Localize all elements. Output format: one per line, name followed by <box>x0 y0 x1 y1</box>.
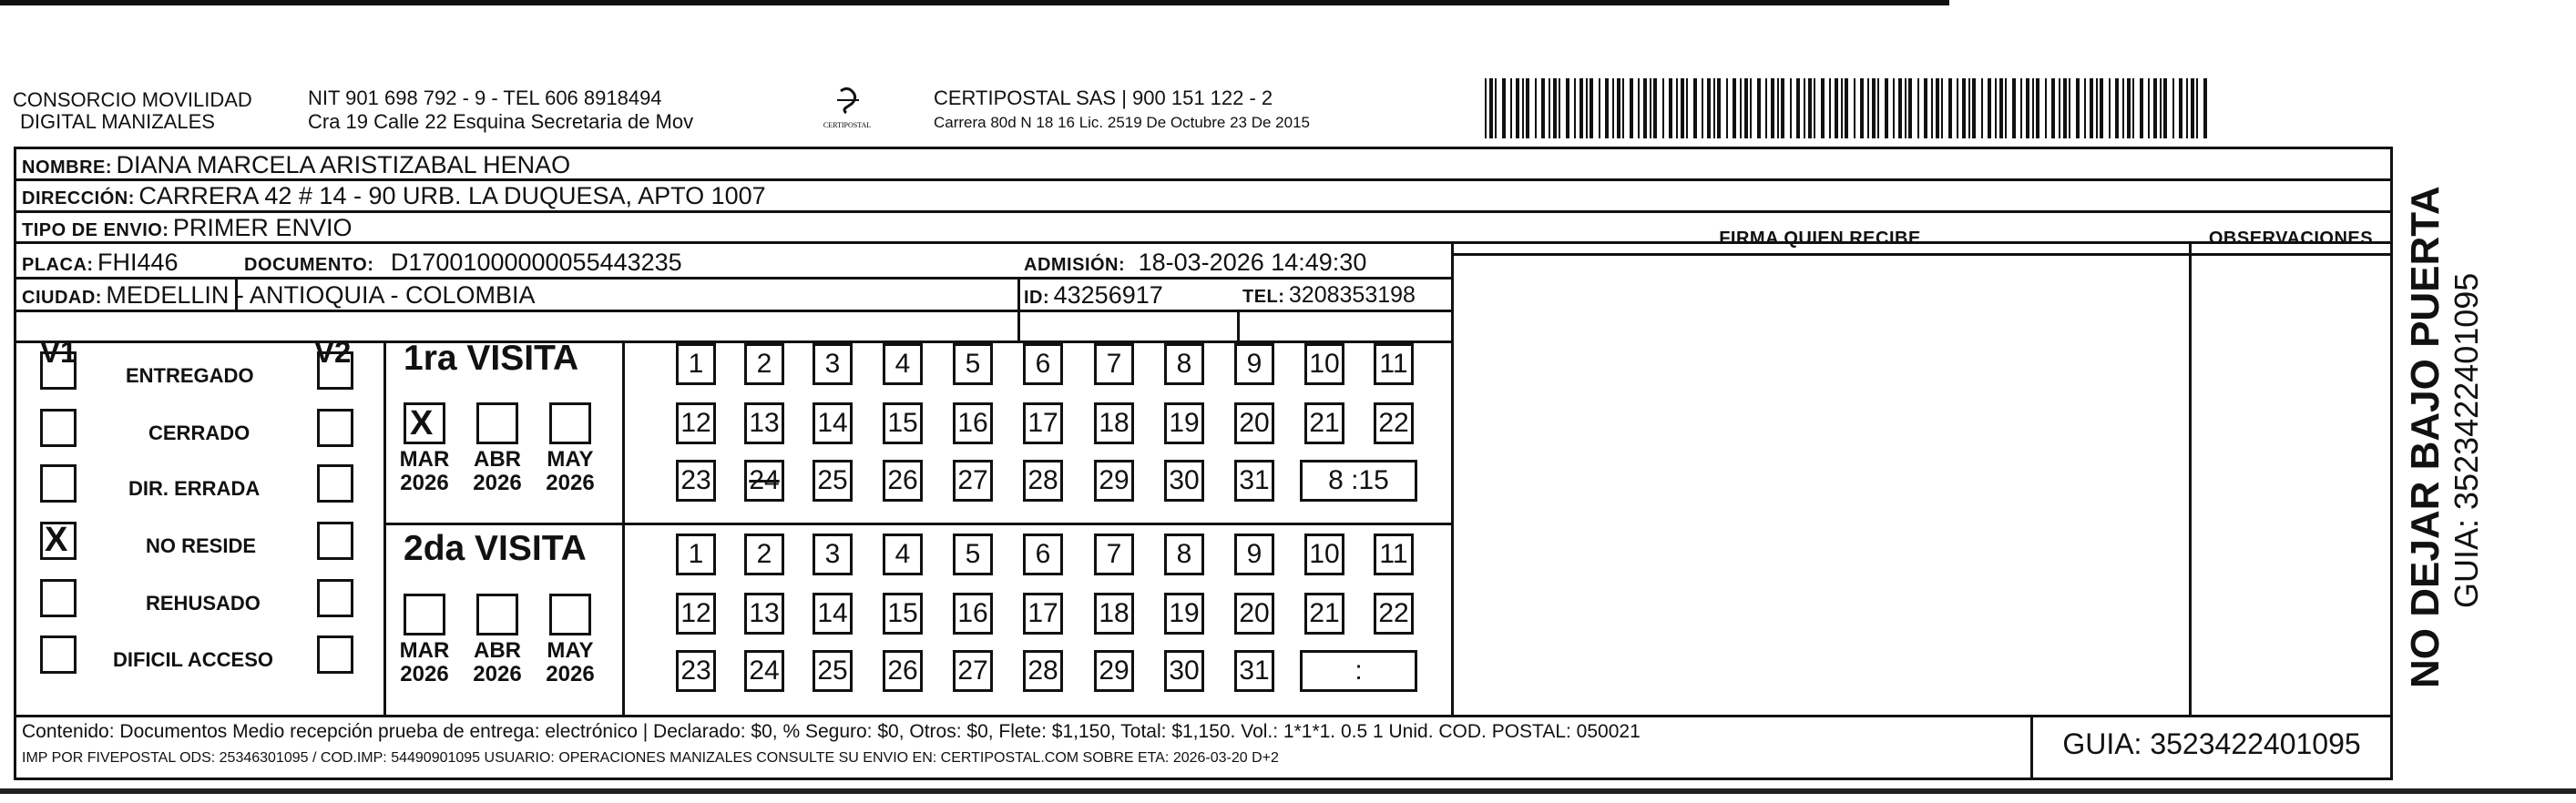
second-visit-day-box[interactable]: 30 <box>1164 650 1204 692</box>
footer-imp-line: IMP POR FIVEPOSTAL ODS: 25346301095 / COD.IMP: 54490901095 USUARIO: OPERACIONES MANIZALES CONSULTE SU ENVIO EN: CERTIPOSTAL.COM SOBRE ETA: 2026-03-20 D+2 <box>22 750 1279 766</box>
admision-cell <box>1024 248 1366 281</box>
tel-value: 3208353198 <box>1288 282 1416 308</box>
v2-checkbox-5[interactable] <box>317 635 353 674</box>
top-edge-bar <box>0 0 1949 5</box>
documento-cell <box>244 248 682 281</box>
v1-header: V1 <box>40 335 77 369</box>
second-visit-time-box[interactable]: : <box>1300 650 1417 692</box>
first-visit-day-box[interactable]: 13 <box>744 402 784 444</box>
first-visit-day-box[interactable]: 19 <box>1164 402 1204 444</box>
logo-text: CERTIPOSTAL <box>823 121 872 129</box>
second-visit-month-box-2[interactable] <box>549 594 591 635</box>
first-visit-day-box[interactable]: 15 <box>883 402 923 444</box>
first-visit-day-box[interactable]: 14 <box>813 402 853 444</box>
placa-label: PLACA: <box>22 255 94 275</box>
observaciones-header <box>2192 224 2390 255</box>
first-visit-day-box[interactable]: 16 <box>953 402 993 444</box>
v2-header: V2 <box>314 335 352 369</box>
first-visit-day-box[interactable]: 28 <box>1023 460 1063 502</box>
second-visit-year-label: 2026 <box>546 662 595 686</box>
status-option-label: REHUSADO <box>146 592 261 615</box>
second-visit-day-box[interactable]: 27 <box>953 650 993 692</box>
first-visit-day-box[interactable]: 10 <box>1304 343 1344 385</box>
second-visit-day-box[interactable]: 18 <box>1094 593 1134 635</box>
direccion-label: DIRECCIÓN: <box>22 188 135 208</box>
status-option-label: NO RESIDE <box>146 534 257 557</box>
certipostal-logo <box>806 84 888 138</box>
second-visit-day-box[interactable]: 19 <box>1164 593 1204 635</box>
v2-checkbox-3[interactable] <box>317 522 353 560</box>
documento-label: DOCUMENTO: <box>244 255 374 275</box>
second-visit-month-box-0[interactable] <box>404 594 445 635</box>
placa-cell <box>22 248 179 281</box>
company-name-line1: CONSORCIO MOVILIDAD <box>13 88 252 111</box>
first-visit-month-mark: X <box>410 404 434 442</box>
status-option-label: DIR. ERRADA <box>128 477 261 500</box>
first-visit-day-box[interactable]: 30 <box>1164 460 1204 502</box>
direccion-value: CARRERA 42 # 14 - 90 URB. LA DUQUESA, APTO 1007 <box>138 182 766 209</box>
barcode <box>1485 78 2213 138</box>
first-visit-day-box[interactable]: 17 <box>1023 402 1063 444</box>
no-dejar-bajo-puerta-warning: NO DEJAR BAJO PUERTA <box>2403 186 2448 688</box>
courier-name: CERTIPOSTAL SAS | 900 151 122 - 2 <box>934 86 1273 109</box>
second-visit-day-box[interactable]: 31 <box>1234 650 1274 692</box>
first-visit-day-box[interactable]: 4 <box>883 343 923 385</box>
second-visit-month-label: MAR <box>399 638 450 663</box>
second-visit-day-box[interactable]: 5 <box>953 534 993 575</box>
v1-checkbox-0[interactable] <box>40 351 77 390</box>
first-visit-day-box[interactable]: 18 <box>1094 402 1134 444</box>
tel-cell <box>1242 280 1416 313</box>
first-visit-day-box[interactable]: 31 <box>1234 460 1274 502</box>
second-visit-day-box[interactable]: 10 <box>1304 534 1344 575</box>
second-visit-year-label: 2026 <box>473 662 522 686</box>
second-visit-month-label: ABR <box>474 638 521 663</box>
first-visit-day-box[interactable]: 23 <box>676 460 716 502</box>
first-visit-day-box[interactable]: 21 <box>1304 402 1344 444</box>
second-visit-day-box[interactable]: 2 <box>744 534 784 575</box>
id-value: 43256917 <box>1053 281 1163 309</box>
nit-line: NIT 901 698 792 - 9 - TEL 606 8918494 <box>308 86 662 109</box>
guia-number: GUIA: 3523422401095 <box>2062 727 2361 760</box>
placa-value: FHI446 <box>97 249 179 276</box>
admision-value: 18-03-2026 14:49:30 <box>1138 249 1367 276</box>
v2-checkbox-1[interactable] <box>317 409 353 447</box>
v1-checkmark: X <box>45 521 68 559</box>
first-visit-month-label: MAR <box>399 447 450 472</box>
second-visit-day-box[interactable]: 3 <box>813 534 853 575</box>
first-visit-day-box[interactable]: 1 <box>676 343 716 385</box>
footer-content-line: Contenido: Documentos Medio recepción prueba de entrega: electrónico | Declarado: $0, % Seguro: $0, Otros: $0, Flete: $1,150, Total: $1,150. Vol.: 1*1*1. 0.5 1 Unid. COD. POSTAL: 050021 <box>22 721 1641 742</box>
v2-checkbox-4[interactable] <box>317 579 353 617</box>
firma-header-text: FIRMA QUIEN RECIBE <box>1719 229 1921 249</box>
status-option-label: CERRADO <box>148 422 250 444</box>
first-visit-day-box[interactable]: 29 <box>1094 460 1134 502</box>
tipo-envio-value: PRIMER ENVIO <box>172 214 353 241</box>
second-visit-day-box[interactable]: 25 <box>813 650 853 692</box>
first-visit-day-box[interactable]: 22 <box>1374 402 1414 444</box>
first-visit-day-box[interactable]: 2 <box>744 343 784 385</box>
ciudad-cell <box>22 280 535 314</box>
first-visit-day-box[interactable]: 8 <box>1164 343 1204 385</box>
first-visit-day-box[interactable]: 5 <box>953 343 993 385</box>
first-visit-month-box-2[interactable] <box>549 402 591 444</box>
admision-label: ADMISIÓN: <box>1024 255 1126 275</box>
courier-address: Carrera 80d N 18 16 Lic. 2519 De Octubre 23 De 2015 <box>934 114 1310 131</box>
second-visit-day-box[interactable]: 9 <box>1234 534 1274 575</box>
documento-value: D17001000000055443235 <box>390 249 682 276</box>
status-option-label: ENTREGADO <box>126 364 254 387</box>
second-visit-day-box[interactable]: 16 <box>953 593 993 635</box>
first-visit-day-box[interactable]: 20 <box>1234 402 1274 444</box>
id-cell <box>1024 280 1163 314</box>
tipo-envio-label: TIPO DE ENVIO: <box>22 220 169 240</box>
nombre-label: NOMBRE: <box>22 158 113 178</box>
side-guia-number: GUIA: 3523422401095 <box>2448 272 2485 608</box>
second-visit-day-box[interactable]: 14 <box>813 593 853 635</box>
second-visit-title: 2da VISITA <box>404 529 587 568</box>
v2-checkbox-0[interactable] <box>317 351 353 390</box>
first-visit-month-label: MAY <box>547 447 594 472</box>
second-visit-day-box[interactable]: 28 <box>1023 650 1063 692</box>
tipo-envio-row <box>22 213 352 247</box>
second-visit-day-box[interactable]: 7 <box>1094 534 1134 575</box>
company-name-line2: DIGITAL MANIZALES <box>20 110 215 133</box>
v2-checkbox-2[interactable] <box>317 464 353 503</box>
status-option-label: DIFICIL ACCESO <box>113 648 274 671</box>
first-visit-day-box[interactable]: 26 <box>883 460 923 502</box>
first-visit-day-box[interactable]: 6 <box>1023 343 1063 385</box>
first-visit-day-box[interactable]: 12 <box>676 402 716 444</box>
second-visit-day-box[interactable]: 22 <box>1374 593 1414 635</box>
v1-checkbox-5[interactable] <box>40 635 77 674</box>
second-visit-day-box[interactable]: 13 <box>744 593 784 635</box>
second-visit-day-box[interactable]: 15 <box>883 593 923 635</box>
first-visit-day-box[interactable]: 3 <box>813 343 853 385</box>
second-visit-day-box[interactable]: 23 <box>676 650 716 692</box>
second-visit-year-label: 2026 <box>400 662 449 686</box>
second-visit-day-box[interactable]: 21 <box>1304 593 1344 635</box>
v1-checkbox-4[interactable] <box>40 579 77 617</box>
first-visit-day-box[interactable]: 24 <box>744 460 784 502</box>
observaciones-header-text: OBSERVACIONES <box>2208 229 2374 249</box>
second-visit-day-box[interactable]: 17 <box>1023 593 1063 635</box>
bottom-edge-bar <box>0 788 2576 794</box>
ciudad-value: MEDELLIN - ANTIOQUIA - COLOMBIA <box>106 281 536 309</box>
second-visit-day-box[interactable]: 6 <box>1023 534 1063 575</box>
second-visit-day-box[interactable]: 29 <box>1094 650 1134 692</box>
first-visit-day-box[interactable]: 7 <box>1094 343 1134 385</box>
first-visit-year-label: 2026 <box>473 471 522 495</box>
second-visit-day-box[interactable]: 8 <box>1164 534 1204 575</box>
first-visit-title: 1ra VISITA <box>404 339 579 378</box>
second-visit-day-box[interactable]: 24 <box>744 650 784 692</box>
first-visit-day-box[interactable]: 27 <box>953 460 993 502</box>
first-visit-year-label: 2026 <box>546 471 595 495</box>
address-line: Cra 19 Calle 22 Esquina Secretaria de Mov <box>308 110 694 133</box>
nombre-value: DIANA MARCELA ARISTIZABAL HENAO <box>116 151 571 178</box>
first-visit-month-label: ABR <box>474 447 521 472</box>
second-visit-day-box[interactable]: 20 <box>1234 593 1274 635</box>
direccion-row <box>22 181 766 215</box>
v1-checkbox-1[interactable] <box>40 409 77 447</box>
second-visit-month-label: MAY <box>547 638 594 663</box>
second-visit-day-box[interactable]: 26 <box>883 650 923 692</box>
nombre-row <box>22 150 570 184</box>
id-label: ID: <box>1024 288 1050 308</box>
second-visit-month-box-1[interactable] <box>476 594 518 635</box>
tel-label: TEL: <box>1242 287 1285 307</box>
first-visit-year-label: 2026 <box>400 471 449 495</box>
first-visit-time-box[interactable]: 8 :15 <box>1300 460 1417 502</box>
second-visit-day-box[interactable]: 1 <box>676 534 716 575</box>
ciudad-label: CIUDAD: <box>22 288 102 308</box>
second-visit-day-box[interactable]: 4 <box>883 534 923 575</box>
second-visit-day-box[interactable]: 11 <box>1374 534 1414 575</box>
second-visit-day-box[interactable]: 12 <box>676 593 716 635</box>
v1-checkbox-2[interactable] <box>40 464 77 503</box>
delivery-guide-form <box>14 147 2393 780</box>
first-visit-day-box[interactable]: 11 <box>1374 343 1414 385</box>
first-visit-month-box-1[interactable] <box>476 402 518 444</box>
first-visit-day-box[interactable]: 25 <box>813 460 853 502</box>
firma-header <box>1451 224 2189 255</box>
first-visit-day-box[interactable]: 9 <box>1234 343 1274 385</box>
